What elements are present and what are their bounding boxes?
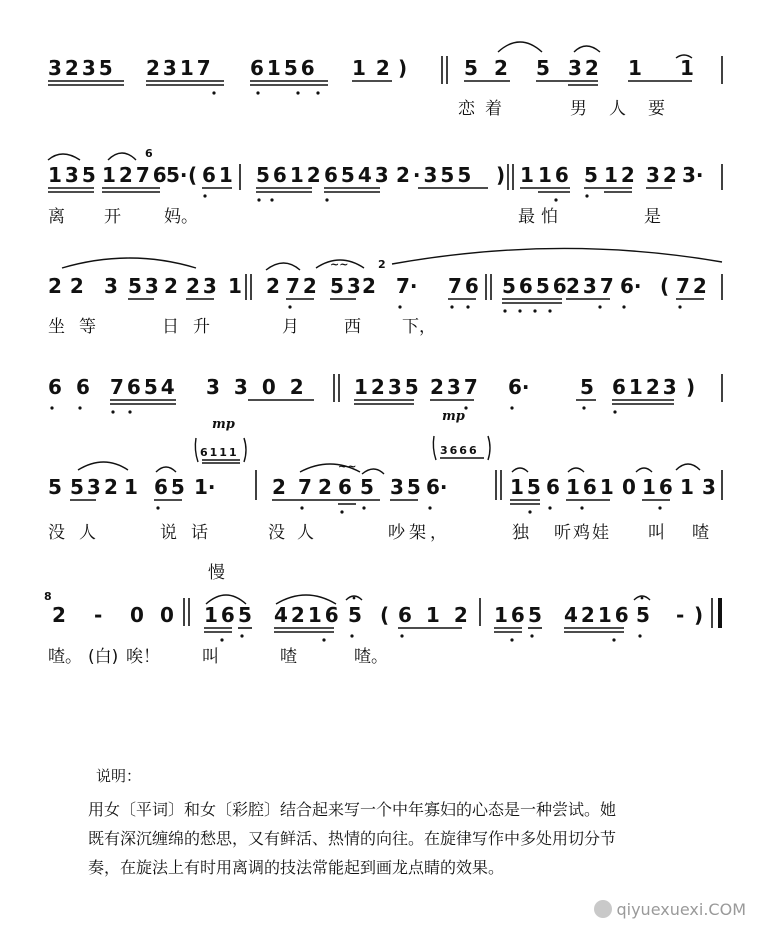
lyric: 离 bbox=[48, 207, 65, 227]
svg-text:72: 72 bbox=[676, 274, 710, 298]
explanation-body bbox=[88, 795, 728, 882]
explanation-line: 用女〔平词〕和女〔彩腔〕结合起来写一个中年寡妇的心态是一种尝试。她 bbox=[88, 800, 617, 819]
lyric: 叫 bbox=[202, 647, 219, 667]
svg-text:-: - bbox=[94, 603, 103, 627]
svg-text:): ) bbox=[496, 163, 506, 187]
score-line-2 bbox=[48, 147, 722, 227]
svg-text:2: 2 bbox=[272, 475, 286, 499]
lyric: 男人要 bbox=[570, 99, 687, 119]
explanation-section bbox=[88, 762, 728, 882]
lyric: 喳 bbox=[692, 523, 709, 543]
svg-text:): ) bbox=[686, 375, 696, 399]
svg-text:6: 6 bbox=[546, 475, 560, 499]
svg-text:16: 16 bbox=[538, 163, 572, 187]
svg-text:6543: 6543 bbox=[324, 163, 392, 187]
lyric: 月 bbox=[282, 317, 299, 337]
svg-text:5: 5 bbox=[348, 603, 362, 627]
svg-text:15: 15 bbox=[510, 475, 544, 499]
lyric: 是 bbox=[644, 207, 661, 227]
lyric: 开 bbox=[104, 207, 121, 227]
svg-text:2: 2 bbox=[318, 475, 332, 499]
svg-text:3302: 3302 bbox=[206, 375, 318, 399]
svg-text:5612: 5612 bbox=[256, 163, 324, 187]
svg-text:237: 237 bbox=[566, 274, 617, 298]
svg-text:6: 6 bbox=[48, 375, 62, 399]
svg-text:7·: 7· bbox=[396, 274, 418, 298]
svg-text:161: 161 bbox=[566, 475, 617, 499]
lyric: 没人 bbox=[48, 523, 110, 543]
svg-text:6·: 6· bbox=[620, 274, 642, 298]
lyric: 坐等 bbox=[48, 317, 110, 337]
svg-text:2: 2 bbox=[104, 475, 118, 499]
svg-text:1: 1 bbox=[628, 56, 642, 80]
note-group: 2317 bbox=[146, 56, 214, 80]
svg-text:2: 2 bbox=[494, 56, 508, 80]
svg-text:3: 3 bbox=[104, 274, 118, 298]
svg-text:16: 16 bbox=[642, 475, 676, 499]
score-line-1 bbox=[48, 42, 722, 119]
svg-text:6123: 6123 bbox=[612, 375, 680, 399]
tempo-mark: 慢 bbox=[208, 563, 225, 583]
lyric: 听鸡娃 bbox=[554, 523, 611, 543]
parenthetical-notes: 6111 bbox=[200, 446, 239, 459]
svg-text:6: 6 bbox=[145, 147, 153, 160]
svg-text:22: 22 bbox=[48, 274, 92, 298]
svg-text:35: 35 bbox=[390, 475, 424, 499]
lyric: 喳 bbox=[280, 647, 297, 667]
explanation-title: 说明： bbox=[96, 767, 142, 785]
dynamic-mark: mp bbox=[442, 409, 465, 424]
svg-text:135: 135 bbox=[48, 163, 99, 187]
lyric: 最怕 bbox=[518, 207, 564, 227]
svg-text:2: 2 bbox=[164, 274, 178, 298]
svg-text:): ) bbox=[694, 603, 704, 627]
score-line-6 bbox=[44, 563, 720, 667]
lyric: 吵架， bbox=[388, 523, 451, 543]
score-line-3 bbox=[48, 248, 722, 337]
svg-text:~~: ~~ bbox=[338, 460, 357, 473]
lyric: 恋着 bbox=[458, 99, 512, 119]
svg-text:2: 2 bbox=[266, 274, 280, 298]
lyric: 独 bbox=[512, 523, 529, 543]
svg-text:61: 61 bbox=[202, 163, 236, 187]
svg-text:53: 53 bbox=[330, 274, 364, 298]
svg-text:2: 2 bbox=[362, 274, 376, 298]
svg-text:~~: ~~ bbox=[330, 258, 349, 271]
watermark-text: qiyuexuexi.COM bbox=[616, 900, 746, 919]
svg-text:1: 1 bbox=[228, 274, 242, 298]
svg-text:1: 1 bbox=[520, 163, 534, 187]
lyric: 没人 bbox=[268, 523, 326, 543]
svg-text:3·: 3· bbox=[682, 163, 704, 187]
lyric: 日升 bbox=[162, 317, 224, 337]
svg-text:8: 8 bbox=[44, 590, 52, 603]
svg-text:1: 1 bbox=[124, 475, 138, 499]
svg-text:612: 612 bbox=[398, 603, 482, 627]
svg-text:0: 0 bbox=[160, 603, 174, 627]
svg-text:5: 5 bbox=[584, 163, 598, 187]
svg-text:2: 2 bbox=[378, 258, 386, 271]
svg-text:): ) bbox=[398, 56, 408, 80]
svg-text:6·: 6· bbox=[426, 475, 448, 499]
lyric: 下， bbox=[402, 317, 436, 337]
lyric: 西 bbox=[344, 317, 361, 337]
svg-text:2·355: 2·355 bbox=[396, 163, 475, 187]
lyric: (白) bbox=[88, 647, 119, 667]
svg-text:3: 3 bbox=[702, 475, 716, 499]
lyric: 喳。 bbox=[354, 647, 388, 667]
svg-text:1·: 1· bbox=[194, 475, 216, 499]
svg-text:76: 76 bbox=[448, 274, 482, 298]
svg-text:4216: 4216 bbox=[274, 603, 342, 627]
svg-text:-: - bbox=[676, 603, 685, 627]
svg-text:32: 32 bbox=[646, 163, 680, 187]
svg-text:5: 5 bbox=[636, 603, 650, 627]
svg-text:23: 23 bbox=[186, 274, 220, 298]
svg-text:1276: 1276 bbox=[102, 163, 170, 187]
svg-text:16: 16 bbox=[494, 603, 528, 627]
svg-text:2: 2 bbox=[52, 603, 66, 627]
svg-text:4216: 4216 bbox=[564, 603, 632, 627]
lyric: 唉！ bbox=[126, 647, 160, 667]
svg-text:7654: 7654 bbox=[110, 375, 178, 399]
svg-text:6: 6 bbox=[338, 475, 352, 499]
explanation-line: 奏，在旋法上有时用离调的技法常能起到画龙点睛的效果。 bbox=[88, 858, 505, 877]
svg-text:53: 53 bbox=[128, 274, 162, 298]
parenthetical-notes: 3666 bbox=[440, 444, 479, 457]
note-group: 12 bbox=[352, 56, 400, 80]
svg-text:5656: 5656 bbox=[502, 274, 570, 298]
svg-text:1: 1 bbox=[680, 475, 694, 499]
explanation-line: 既有深沉缠绵的愁思，又有鲜活、热情的向往。在旋律写作中多处用切分节 bbox=[88, 829, 617, 848]
svg-text:5: 5 bbox=[580, 375, 594, 399]
svg-text:5: 5 bbox=[48, 475, 62, 499]
svg-text:237: 237 bbox=[430, 375, 481, 399]
site-watermark bbox=[594, 900, 746, 919]
svg-text:5·: 5· bbox=[166, 163, 188, 187]
lyric: 说话 bbox=[160, 523, 222, 543]
dynamic-mark: mp bbox=[212, 417, 235, 432]
svg-text:1235: 1235 bbox=[354, 375, 422, 399]
svg-text:7: 7 bbox=[298, 475, 312, 499]
lyric: 妈。 bbox=[164, 207, 198, 227]
svg-text:5: 5 bbox=[238, 603, 252, 627]
svg-text:5: 5 bbox=[528, 603, 542, 627]
svg-text:32: 32 bbox=[568, 56, 602, 80]
watermark-logo-icon bbox=[594, 900, 612, 918]
svg-text:65: 65 bbox=[154, 475, 188, 499]
svg-text:6: 6 bbox=[76, 375, 90, 399]
svg-text:0: 0 bbox=[130, 603, 144, 627]
svg-text:5: 5 bbox=[536, 56, 550, 80]
lyric: 喳。 bbox=[48, 647, 82, 667]
lyric: 叫 bbox=[648, 523, 665, 543]
svg-text:1: 1 bbox=[680, 56, 694, 80]
svg-text:(: ( bbox=[188, 163, 198, 187]
note-group: 3235 bbox=[48, 56, 116, 80]
svg-text:0: 0 bbox=[622, 475, 636, 499]
score-line-4 bbox=[48, 374, 722, 414]
note-group: 6156 bbox=[250, 56, 318, 80]
svg-text:5: 5 bbox=[464, 56, 478, 80]
svg-text:72: 72 bbox=[286, 274, 320, 298]
svg-text:(: ( bbox=[660, 274, 670, 298]
svg-text:(: ( bbox=[380, 603, 390, 627]
score-line-5 bbox=[48, 409, 722, 543]
svg-text:5: 5 bbox=[360, 475, 374, 499]
svg-text:12: 12 bbox=[604, 163, 638, 187]
svg-text:6·: 6· bbox=[508, 375, 530, 399]
svg-text:53: 53 bbox=[70, 475, 104, 499]
svg-text:16: 16 bbox=[204, 603, 238, 627]
